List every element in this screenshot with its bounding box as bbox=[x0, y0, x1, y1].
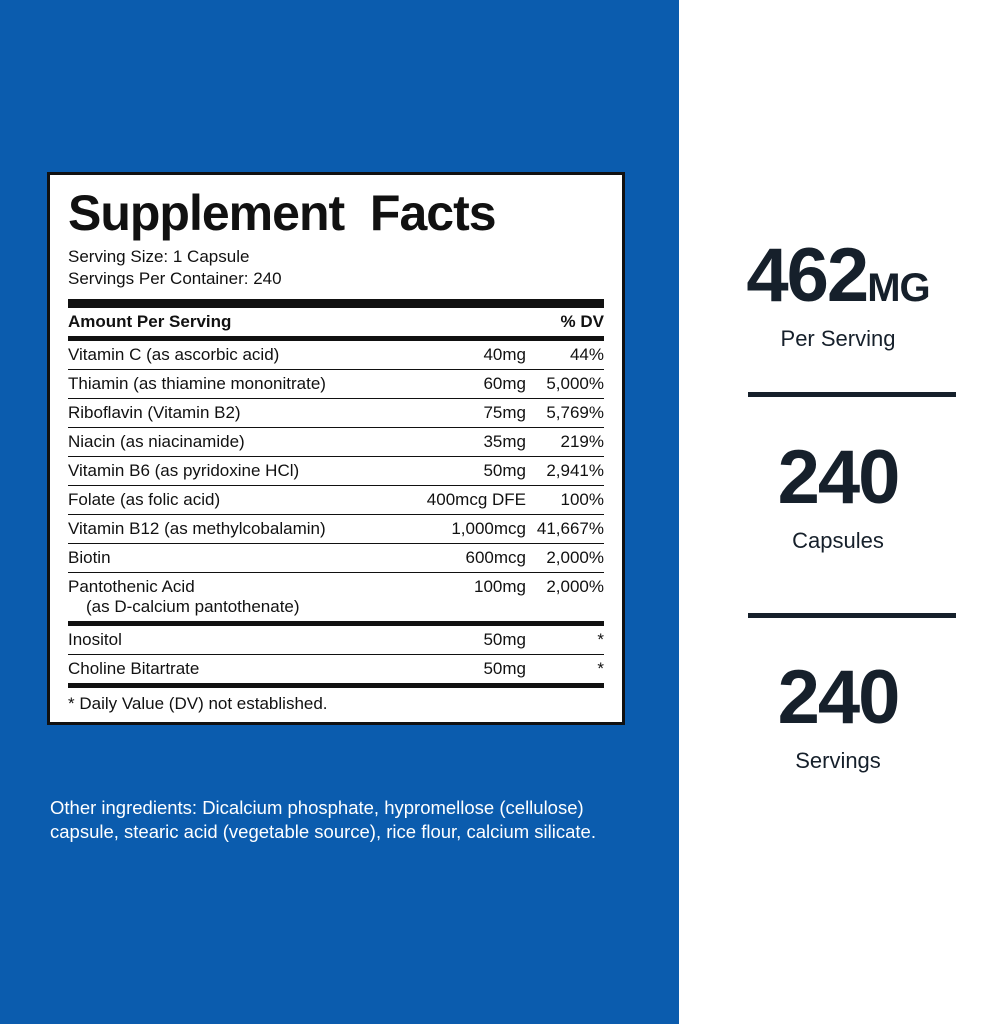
table-row bbox=[68, 486, 604, 515]
header-percent-dv: % DV bbox=[560, 312, 604, 332]
nutrient-dv: 100% bbox=[526, 486, 604, 515]
serving-size-text: Serving Size: 1 Capsule bbox=[68, 246, 250, 266]
nutrient-amount: 1,000mcg bbox=[399, 515, 526, 544]
table-row bbox=[68, 341, 604, 370]
nutrient-name: Pantothenic Acid bbox=[68, 577, 195, 597]
stat-value: 240 bbox=[777, 655, 899, 740]
stat-value-group bbox=[679, 435, 997, 520]
nutrient-name: Riboflavin (Vitamin B2) bbox=[68, 399, 399, 428]
nutrients-table bbox=[68, 341, 604, 621]
stat-value: 462 bbox=[746, 233, 868, 318]
nutrient-amount: 50mg bbox=[483, 630, 526, 650]
daily-value-footnote: * Daily Value (DV) not established. bbox=[68, 694, 328, 714]
stat-per-serving bbox=[679, 233, 997, 352]
nutrient-amount: 75mg bbox=[399, 399, 526, 428]
nutrient-dv: 2,941% bbox=[526, 457, 604, 486]
table-row bbox=[68, 573, 604, 622]
nutrient-amount: 400mcg DFE bbox=[399, 486, 526, 515]
stat-value: 240 bbox=[777, 435, 899, 520]
nutrient-name: Vitamin B12 (as methylcobalamin) bbox=[68, 515, 399, 544]
other-ingredients-text: Other ingredients: Dicalcium phosphate, hypromellose (cellulose) capsule, stearic acid (vegetable source), rice flour, calcium silicate. bbox=[50, 797, 596, 842]
nutrient-amount: 35mg bbox=[399, 428, 526, 457]
nutrient-dv: 5,769% bbox=[526, 399, 604, 428]
stat-divider-2 bbox=[748, 613, 956, 618]
nutrient-name: Vitamin C (as ascorbic acid) bbox=[68, 345, 280, 365]
table-header-row bbox=[68, 308, 604, 336]
nutrient-dv: 41,667% bbox=[526, 515, 604, 544]
table-row bbox=[68, 428, 604, 457]
nutrient-amount: 60mg bbox=[399, 370, 526, 399]
nutrient-dv: 2,000% bbox=[526, 573, 604, 622]
nutrient-name: Inositol bbox=[68, 630, 122, 650]
nutrient-dv: 44% bbox=[569, 345, 604, 365]
stat-value-group bbox=[679, 233, 997, 318]
nutrient-name: Folate (as folic acid) bbox=[68, 486, 399, 515]
nutrient-name: Choline Bitartrate bbox=[68, 655, 414, 684]
stat-label: Capsules bbox=[792, 528, 884, 553]
supplement-facts-title: Supplement Facts bbox=[68, 185, 496, 241]
nutrient-dv: 219% bbox=[526, 428, 604, 457]
table-row bbox=[68, 544, 604, 573]
nutrient-name-group bbox=[68, 573, 399, 622]
nutrient-dv: 2,000% bbox=[526, 544, 604, 573]
nutrient-name: Biotin bbox=[68, 544, 399, 573]
servings-per-container-text: Servings Per Container: 240 bbox=[68, 269, 282, 289]
stat-servings bbox=[679, 655, 997, 774]
nutrient-amount: 50mg bbox=[399, 457, 526, 486]
stat-value-group bbox=[679, 655, 997, 740]
header-amount-per-serving: Amount Per Serving bbox=[68, 312, 232, 332]
table-row bbox=[68, 399, 604, 428]
nutrient-dv: * bbox=[597, 630, 604, 650]
stat-label: Servings bbox=[795, 748, 881, 773]
supplement-facts-panel bbox=[47, 172, 625, 725]
table-row bbox=[68, 626, 604, 655]
stat-unit: MG bbox=[867, 266, 930, 310]
supplement-facts-table bbox=[68, 308, 604, 336]
table-row bbox=[68, 515, 604, 544]
nutrient-amount: 40mg bbox=[483, 345, 526, 365]
nutrient-amount: 50mg bbox=[414, 655, 526, 684]
table-row bbox=[68, 370, 604, 399]
nutrient-dv: 5,000% bbox=[526, 370, 604, 399]
nutrient-name: Vitamin B6 (as pyridoxine HCl) bbox=[68, 457, 399, 486]
stat-label: Per Serving bbox=[780, 326, 896, 351]
table-row bbox=[68, 655, 604, 684]
nutrient-name-second-line: (as D-calcium pantothenate) bbox=[86, 597, 300, 617]
stat-divider-1 bbox=[748, 392, 956, 397]
divider-thick-top bbox=[68, 299, 604, 308]
no-dv-table bbox=[68, 626, 604, 683]
nutrient-name: Thiamin (as thiamine mononitrate) bbox=[68, 370, 399, 399]
table-row bbox=[68, 457, 604, 486]
nutrient-name: Niacin (as niacinamide) bbox=[68, 428, 399, 457]
stats-column bbox=[679, 0, 997, 1024]
nutrient-amount: 100mg bbox=[399, 573, 526, 622]
nutrient-dv: * bbox=[526, 655, 604, 684]
nutrient-amount: 600mcg bbox=[399, 544, 526, 573]
stat-capsules bbox=[679, 435, 997, 554]
